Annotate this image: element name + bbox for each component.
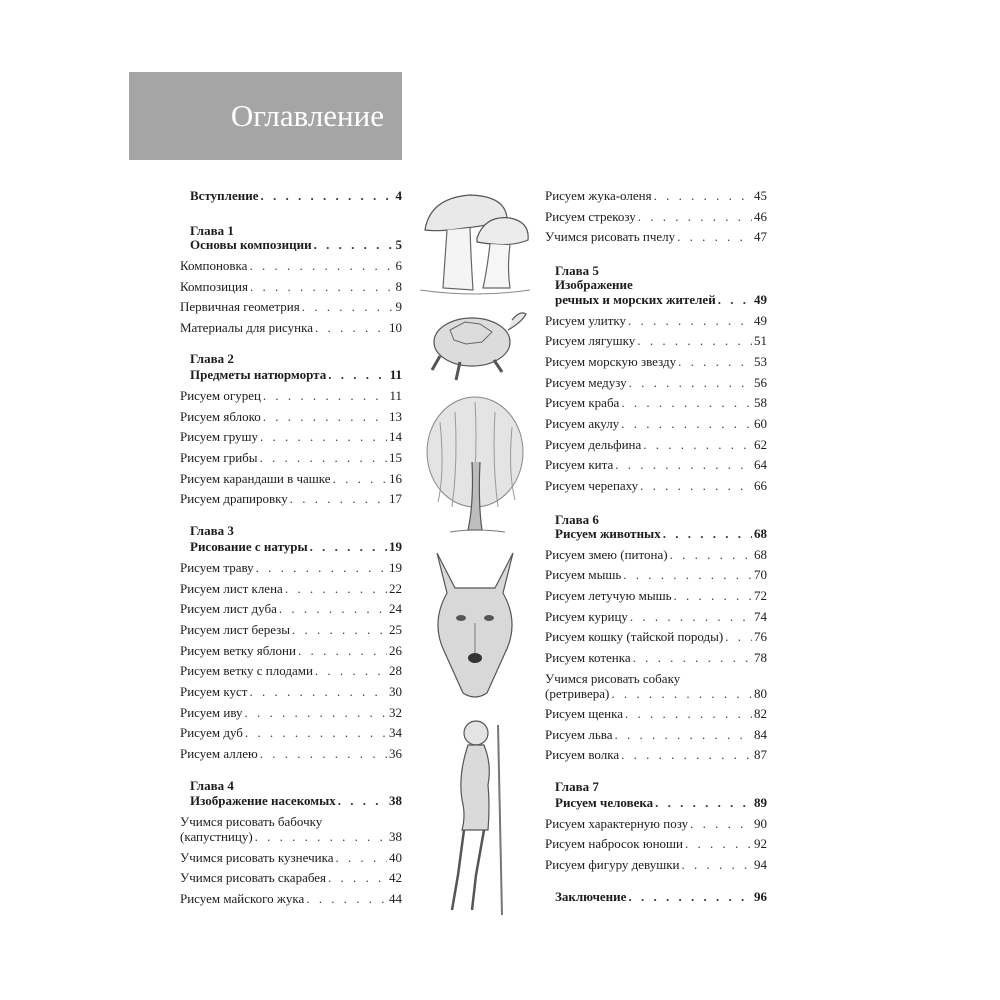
dot-leader xyxy=(654,187,752,205)
toc-page-number: 82 xyxy=(754,706,767,721)
toc-entry[interactable] xyxy=(545,546,767,564)
dot-leader xyxy=(306,890,387,908)
dot-leader xyxy=(637,332,752,350)
wolf-illustration xyxy=(425,543,525,703)
dot-leader xyxy=(677,228,752,246)
toc-entry[interactable] xyxy=(545,456,767,474)
toc-entry-label: Рисуем летучую мышь xyxy=(545,588,672,603)
toc-entry-label: Рисуем человека xyxy=(555,795,654,810)
toc-page-number: 14 xyxy=(389,429,402,444)
toc-page-number: 53 xyxy=(754,354,767,369)
toc-entry[interactable] xyxy=(180,319,402,337)
toc-entry-ch1[interactable] xyxy=(190,236,402,254)
toc-entry[interactable] xyxy=(545,394,767,412)
dot-leader xyxy=(249,257,393,275)
toc-page-number: 32 xyxy=(389,705,402,720)
dot-leader xyxy=(315,319,387,337)
toc-page-number: 11 xyxy=(389,367,402,382)
chapter-3-heading: Глава 3 xyxy=(190,523,234,538)
toc-entry-label: Рисуем дуб xyxy=(180,725,243,740)
toc-page-number: 19 xyxy=(389,539,402,554)
toc-entry-label: Рисуем траву xyxy=(180,560,254,575)
toc-entry-ch3[interactable] xyxy=(190,538,402,556)
toc-page-number: 36 xyxy=(389,746,402,761)
dot-leader xyxy=(663,525,752,543)
toc-entry[interactable] xyxy=(180,449,402,467)
toc-page-number: 42 xyxy=(389,870,402,885)
toc-entry[interactable] xyxy=(545,628,767,646)
dot-leader xyxy=(682,856,752,874)
toc-entry-label: Первичная геометрия xyxy=(180,299,300,314)
toc-page-number: 74 xyxy=(754,609,767,624)
toc-entry[interactable] xyxy=(180,278,402,296)
toc-entry-label: Основы композиции xyxy=(190,237,312,252)
toc-entry[interactable] xyxy=(545,477,767,495)
dot-leader xyxy=(249,683,387,701)
toc-entry-ch5[interactable] xyxy=(555,291,767,309)
toc-entry[interactable] xyxy=(545,705,767,723)
toc-entry-label: Рисуем котенка xyxy=(545,650,631,665)
toc-entry[interactable] xyxy=(180,470,402,488)
toc-entry[interactable] xyxy=(545,608,767,626)
toc-page-number: 30 xyxy=(389,684,402,699)
toc-entry-label: Композиция xyxy=(180,279,248,294)
toc-entry[interactable] xyxy=(180,890,402,908)
toc-page-number: 38 xyxy=(389,793,402,808)
dot-leader xyxy=(298,642,387,660)
willow-illustration xyxy=(420,392,530,537)
toc-entry-label: Учимся рисовать кузнечика xyxy=(180,850,334,865)
toc-page-number: 58 xyxy=(754,395,767,410)
dot-leader xyxy=(260,449,388,467)
toc-entry-label: речных и морских жителей xyxy=(555,292,716,307)
dot-leader xyxy=(310,538,387,556)
toc-page-number: 94 xyxy=(754,857,767,872)
toc-entry[interactable] xyxy=(545,685,767,703)
dot-leader xyxy=(643,436,752,454)
toc-page-number: 47 xyxy=(754,229,767,244)
dot-leader xyxy=(328,366,387,384)
toc-page-number: 19 xyxy=(389,560,402,575)
chapter-7-heading: Глава 7 xyxy=(555,779,599,794)
girl-illustration xyxy=(438,715,523,915)
toc-entry-line[interactable]: Учимся рисовать бабочку xyxy=(180,814,323,829)
toc-entry[interactable] xyxy=(180,428,402,446)
toc-page-number: 68 xyxy=(754,526,767,541)
dot-leader xyxy=(615,456,752,474)
toc-page-number: 25 xyxy=(389,622,402,637)
toc-entry-label: (ретривера) xyxy=(545,686,610,701)
toc-entry-label: Рисуем щенка xyxy=(545,706,623,721)
dot-leader xyxy=(670,546,752,564)
chapter-1-heading: Глава 1 xyxy=(190,223,234,238)
toc-entry-label: Рисуем огурец xyxy=(180,388,261,403)
toc-page-number: 9 xyxy=(395,299,402,314)
toc-entry-label: Предметы натюрморта xyxy=(190,367,327,382)
toc-entry-label: Учимся рисовать пчелу xyxy=(545,229,676,244)
chapter-5-name-line1[interactable]: Изображение xyxy=(555,277,633,292)
toc-page-number: 66 xyxy=(754,478,767,493)
toc-entry-label: Рисуем карандаши в чашке xyxy=(180,471,331,486)
dot-leader xyxy=(263,408,387,426)
toc-entry-label: Рисуем ветку яблони xyxy=(180,643,296,658)
toc-entry-label: Изображение насекомых xyxy=(190,793,336,808)
toc-entry[interactable] xyxy=(545,208,767,226)
dot-leader xyxy=(338,792,387,810)
toc-entry-label: Рисуем майского жука xyxy=(180,891,305,906)
dot-leader xyxy=(245,704,387,722)
toc-entry[interactable] xyxy=(180,298,402,316)
turtle-illustration xyxy=(420,300,530,385)
toc-entry-label: Рисуем льва xyxy=(545,727,613,742)
toc-page-number: 89 xyxy=(754,795,767,810)
toc-page-number: 40 xyxy=(389,850,402,865)
toc-page-number: 96 xyxy=(754,889,767,904)
toc-page-number: 60 xyxy=(754,416,767,431)
toc-entry[interactable] xyxy=(180,600,402,618)
toc-entry-label: Рисуем змею (питона) xyxy=(545,547,668,562)
dot-leader xyxy=(638,208,752,226)
toc-page-number: 24 xyxy=(389,601,402,616)
dot-leader xyxy=(314,236,394,254)
toc-entry-label: Рисуем улитку xyxy=(545,313,627,328)
toc-entry[interactable] xyxy=(180,490,402,508)
toc-page-number: 56 xyxy=(754,375,767,390)
toc-page-number: 92 xyxy=(754,836,767,851)
toc-entry[interactable] xyxy=(545,587,767,605)
toc-entry-label: Рисование с натуры xyxy=(190,539,308,554)
dot-leader xyxy=(630,608,752,626)
toc-page-number: 49 xyxy=(754,313,767,328)
toc-page-number: 51 xyxy=(754,333,767,348)
dot-leader xyxy=(621,394,752,412)
toc-page-number: 8 xyxy=(395,279,402,294)
dot-leader xyxy=(640,477,752,495)
dot-leader xyxy=(245,724,387,742)
dot-leader xyxy=(302,298,394,316)
toc-entry[interactable] xyxy=(180,724,402,742)
toc-entry[interactable] xyxy=(180,621,402,639)
dot-leader xyxy=(615,726,752,744)
toc-entry-label: Рисуем набросок юноши xyxy=(545,836,683,851)
toc-entry-label: Рисуем ветку с плодами xyxy=(180,663,313,678)
toc-page-number: 10 xyxy=(389,320,402,335)
toc-page-number: 5 xyxy=(395,237,402,252)
toc-entry[interactable] xyxy=(180,257,402,275)
dot-leader xyxy=(633,649,752,667)
toc-entry-conclusion[interactable] xyxy=(555,888,767,906)
toc-entry[interactable] xyxy=(545,332,767,350)
toc-page-number: 78 xyxy=(754,650,767,665)
toc-entry-label: Рисуем характерную позу xyxy=(545,816,689,831)
mushrooms-illustration xyxy=(415,190,535,300)
toc-page-number: 44 xyxy=(389,891,402,906)
toc-page-number: 68 xyxy=(754,547,767,562)
toc-entry-label: Рисуем грушу xyxy=(180,429,259,444)
toc-entry[interactable] xyxy=(180,869,402,887)
toc-entry[interactable] xyxy=(545,415,767,433)
toc-entry-ch4[interactable] xyxy=(190,792,402,810)
toc-entry[interactable] xyxy=(180,387,402,405)
toc-entry-label: Рисуем дельфина xyxy=(545,437,642,452)
toc-entry-label: Рисуем лист клена xyxy=(180,581,283,596)
toc-entry-label: Рисуем лист березы xyxy=(180,622,291,637)
dot-leader xyxy=(623,566,752,584)
toc-entry[interactable] xyxy=(180,745,402,763)
toc-entry-label: Рисуем фигуру девушки xyxy=(545,857,680,872)
chapter-6-heading: Глава 6 xyxy=(555,512,599,527)
toc-entry[interactable] xyxy=(180,683,402,701)
dot-leader xyxy=(628,312,752,330)
toc-entry[interactable] xyxy=(180,828,402,846)
toc-entry-ch2[interactable] xyxy=(190,366,402,384)
toc-entry[interactable] xyxy=(180,580,402,598)
toc-page-number: 34 xyxy=(389,725,402,740)
dot-leader xyxy=(285,580,387,598)
toc-entry-ch7[interactable] xyxy=(555,794,767,812)
toc-page-number: 38 xyxy=(389,829,402,844)
toc-page-number: 26 xyxy=(389,643,402,658)
chapter-5-heading: Глава 5 xyxy=(555,263,599,278)
dot-leader xyxy=(292,621,387,639)
dot-leader xyxy=(611,685,752,703)
toc-entry-label: Компоновка xyxy=(180,258,248,273)
toc-entry-label: Рисуем кошку (тайской породы) xyxy=(545,629,724,644)
toc-entry[interactable] xyxy=(545,815,767,833)
toc-page-number: 87 xyxy=(754,747,767,762)
chapter-4-heading: Глава 4 xyxy=(190,778,234,793)
dot-leader xyxy=(718,291,752,309)
dot-leader xyxy=(621,746,752,764)
toc-entry[interactable] xyxy=(545,835,767,853)
toc-page-number: 6 xyxy=(395,258,402,273)
toc-entry-label: Заключение xyxy=(555,889,627,904)
toc-entry-label: Материалы для рисунка xyxy=(180,320,313,335)
toc-page-number: 72 xyxy=(754,588,767,603)
dot-leader xyxy=(628,888,752,906)
dot-leader xyxy=(279,600,387,618)
toc-entry-label: Рисуем мышь xyxy=(545,567,622,582)
dot-leader xyxy=(315,662,387,680)
dot-leader xyxy=(725,628,752,646)
dot-leader xyxy=(260,428,387,446)
toc-entry-label: Рисуем морскую звезду xyxy=(545,354,677,369)
toc-entry-label: Рисуем грибы xyxy=(180,450,258,465)
toc-entry[interactable] xyxy=(545,228,767,246)
dot-leader xyxy=(255,828,387,846)
toc-page-number: 22 xyxy=(389,581,402,596)
toc-entry-label: Рисуем краба xyxy=(545,395,620,410)
toc-entry-label: Рисуем куст xyxy=(180,684,248,699)
toc-entry-label: Учимся рисовать скарабея xyxy=(180,870,327,885)
toc-page-number: 70 xyxy=(754,567,767,582)
toc-page-number: 80 xyxy=(754,686,767,701)
toc-entry-label: Рисуем кита xyxy=(545,457,614,472)
toc-page-number: 84 xyxy=(754,727,767,742)
toc-entry-label: Рисуем курицу xyxy=(545,609,628,624)
dot-leader xyxy=(674,587,752,605)
dot-leader xyxy=(629,374,752,392)
toc-entry[interactable] xyxy=(545,726,767,744)
toc-entry-label: Вступление xyxy=(190,188,259,203)
toc-entry[interactable] xyxy=(545,566,767,584)
dot-leader xyxy=(335,849,387,867)
toc-entry-label: Рисуем стрекозу xyxy=(545,209,636,224)
toc-page-number: 15 xyxy=(389,450,402,465)
toc-entry[interactable] xyxy=(545,353,767,371)
toc-page-number: 46 xyxy=(754,209,767,224)
toc-entry-label: Рисуем лягушку xyxy=(545,333,636,348)
toc-entry[interactable] xyxy=(545,856,767,874)
toc-page-number: 49 xyxy=(754,292,767,307)
toc-entry[interactable] xyxy=(180,408,402,426)
dot-leader xyxy=(678,353,752,371)
toc-entry-label: Рисуем яблоко xyxy=(180,409,261,424)
toc-page-number: 76 xyxy=(754,629,767,644)
dot-leader xyxy=(621,415,752,433)
dot-leader xyxy=(625,705,752,723)
toc-page-number: 64 xyxy=(754,457,767,472)
toc-entry[interactable] xyxy=(545,374,767,392)
dot-leader xyxy=(290,490,387,508)
dot-leader xyxy=(328,869,387,887)
toc-page-number: 62 xyxy=(754,437,767,452)
toc-entry[interactable] xyxy=(545,436,767,454)
dot-leader xyxy=(260,745,387,763)
toc-entry[interactable] xyxy=(545,649,767,667)
toc-entry-ch6[interactable] xyxy=(555,525,767,543)
toc-entry-label: Рисуем черепаху xyxy=(545,478,639,493)
toc-entry[interactable] xyxy=(545,187,767,205)
dot-leader xyxy=(333,470,387,488)
toc-page-number: 28 xyxy=(389,663,402,678)
toc-page-number: 90 xyxy=(754,816,767,831)
toc-entry-label: Рисуем акулу xyxy=(545,416,620,431)
toc-entry-label: Рисуем медузу xyxy=(545,375,627,390)
toc-entry-label: Рисуем аллею xyxy=(180,746,258,761)
toc-entry-label: Рисуем лист дуба xyxy=(180,601,277,616)
toc-page-number: 13 xyxy=(389,409,402,424)
toc-entry-label: Рисуем волка xyxy=(545,747,620,762)
toc-entry-line[interactable]: Учимся рисовать собаку xyxy=(545,671,681,686)
dot-leader xyxy=(260,187,393,205)
toc-entry-label: (капустницу) xyxy=(180,829,253,844)
toc-page-number: 17 xyxy=(389,491,402,506)
dot-leader xyxy=(256,559,387,577)
toc-entry[interactable] xyxy=(180,642,402,660)
toc-entry[interactable] xyxy=(180,559,402,577)
dot-leader xyxy=(655,794,752,812)
toc-entry[interactable] xyxy=(180,704,402,722)
dot-leader xyxy=(685,835,752,853)
toc-page-number: 11 xyxy=(389,388,402,403)
toc-entry-label: Рисуем жука-оленя xyxy=(545,188,652,203)
toc-entry[interactable] xyxy=(545,746,767,764)
chapter-2-heading: Глава 2 xyxy=(190,351,234,366)
page-title: Оглавление xyxy=(129,72,402,160)
toc-entry[interactable] xyxy=(180,662,402,680)
dot-leader xyxy=(690,815,752,833)
toc-entry[interactable] xyxy=(180,849,402,867)
toc-page-number: 45 xyxy=(754,188,767,203)
toc-page-number: 16 xyxy=(389,471,402,486)
toc-entry-intro[interactable] xyxy=(190,187,402,205)
toc-page-number: 4 xyxy=(395,188,402,203)
dot-leader xyxy=(263,387,388,405)
toc-entry-label: Рисуем иву xyxy=(180,705,243,720)
toc-entry-label: Рисуем животных xyxy=(555,526,661,541)
toc-entry-label: Рисуем драпировку xyxy=(180,491,288,506)
dot-leader xyxy=(250,278,394,296)
toc-entry[interactable] xyxy=(545,312,767,330)
